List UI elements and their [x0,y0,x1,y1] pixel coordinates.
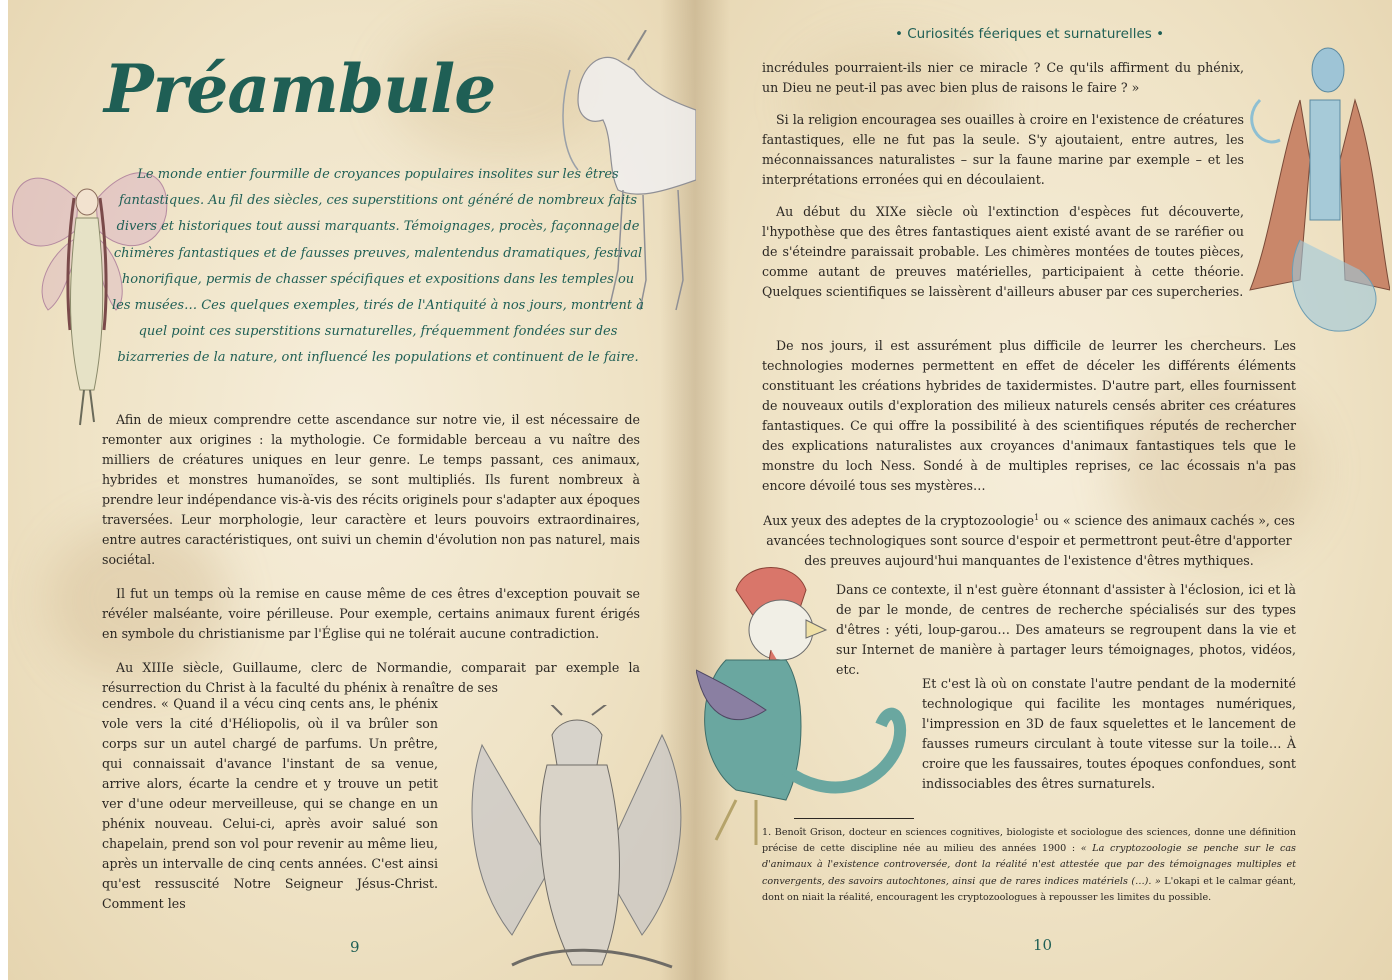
right-body-mid [762,336,1296,583]
paragraph-phoenix-end: incrédules pourraient-ils nier ce miracle ? Ce qu'ils affirment du phénix, un Dieu ne peut-il pas avec bien plus de raisons le faire ? » [762,60,1244,95]
right-body-top [762,58,1244,314]
running-head: • Curiosités féeriques et surnaturelles • [895,26,1165,42]
footnote [762,825,1296,906]
page-number-right: 10 [1033,936,1053,954]
intro-paragraph: Le monde entier fourmille de croyances populaires insolites sur les êtres fantastiques. Au fil des siècles, ces superstitions ont généré de nombreux faits divers et historiques tout aussi marquants. Témoignages, procès, façonnage de chimères fantastiques et de fausses preuves, malentendus dramatiques, festival honorifique, permis de chasser spécifiques et expositions dans les temples ou les musées… Ces quelques exemples, tirés de l'Antiquité à nos jours, montrent à quel point ces superstitions surnaturelles, fréquemment fondées sur des bizarreries de la nature, ont influencé les populations et continuent de le faire. [112,167,644,366]
page-number-left: 9 [350,938,360,956]
crypto-text-before: Aux yeux des adeptes de la cryptozoologie [763,513,1035,529]
dragon-illustration [452,705,696,980]
paragraph-cryptozoology [762,508,1296,571]
paragraph-phoenix-intro: Au XIIIe siècle, Guillaume, clerc de Normandie, comparait par exemple la résurrection du Christ à la faculté du phénix à renaître de ses [102,660,640,695]
paragraph-extinction: Au début du XIXe siècle où l'extinction d'espèces fut découverte, l'hypothèse que des êtres fantastiques aient existé avant de se raréfier ou de s'éteindre paraissait probable. Les chimères montées de toutes pièces, comme autant de preuves matérielles, participaient à cette théorie. Quelques scientifiques se laissèrent d'ailleurs abuser par ces supercheries. [762,204,1244,299]
paragraph-mythology: Afin de mieux comprendre cette ascendance sur notre vie, il est nécessaire de remonter aux origines : la mythologie. Ce formidable berceau a vu naître des milliers de créatures uniques en leur genre. Le temps passant, ces animaux, hybrides et monstres humanoïdes, se sont multipliés. Ils furent nombreux à prendre leur indépendance vis-à-vis des récits originels pour s'adapter aux époques traversées. Leur morphologie, leur caractère et leurs pouvoirs extraordinaires, entre autres caractéristiques, ont suivi un chemin d'évolution non pas naturel, mais sociétal. [102,412,640,567]
footnote-ref: 1 [1034,513,1040,522]
djinn-illustration [1240,40,1390,340]
paragraph-forgers: Et c'est là où on constate l'autre pendant de la modernité technologique qui facilite les montages numériques, l'impression en 3D de faux squelettes et le lancement de fausses rumeurs circulant à toute vitesse sur la toile… À croire que les faussaires, toutes époques confondues, sont indissociables des êtres surnaturels. [922,676,1296,791]
footnote-rule [794,818,914,819]
page-title: Préambule [104,50,496,128]
paragraph-modern: De nos jours, il est assurément plus difficile de leurrer les chercheurs. Les technologies modernes permettent en effet de déceler les différents éléments constituant les créations hybrides de taxidermistes. D'autre part, elles fournissent de nouveaux outils d'exploration des milieux naturels censés abriter ces créatures fantastiques. Ce qui offre la possibilité à des scientifiques réputés de rechercher des explications naturalistes aux croyances d'animaux fantastiques tels que le monstre du loch Ness. Sondé à de multiples reprises, ce lac écossais n'a pas encore dévoilé tous ses mystères… [762,338,1296,493]
footnote-tail: L'okapi et le calmar géant, dont on niait la réalité, encouragent les cryptozoologues à repousser les limites du possible. [762,875,1296,903]
paragraph-context: Dans ce contexte, il n'est guère étonnant d'assister à l'éclosion, ici et là de par le monde, de centres de recherche spécialisés sur des types d'êtres : yéti, loup-garou… Des amateurs se regroupent dans la vie et sur Internet de manière à partager leurs témoignages, photos, vidéos, etc. [836,582,1296,677]
margin-right [1392,0,1400,980]
paragraph-church: Il fut un temps où la remise en cause même de ces êtres d'exception pouvait se révéler malséante, voire périlleuse. Pour exemple, certains animaux furent érigés en symbole du christianisme par l'Église qui ne tolérait aucune contradiction. [102,586,640,641]
margin-left [0,0,8,980]
left-body [102,410,640,698]
crypto-text-after: ou « science des animaux cachés », ces avancées technologiques sont source d'espoir et permettront peut-être d'apporter des preuves aujourd'hui manquantes de l'existence d'êtres mythiques. [766,513,1295,569]
left-phoenix-quote: cendres. « Quand il a vécu cinq cents ans, le phénix vole vers la cité d'Héliopolis, où il va brûler son corps sur un autel chargé de parfums. Un prêtre, qui connaissait d'avance l'instant de sa venue, arrive alors, écarte la cendre et y trouve un petit ver d'une odeur merveilleuse, qui se change en un phénix nouveau. Celui-ci, après avoir salué son chapelain, prend son vol pour revenir au même lieu, après un intervalle de cinq cents années. C'est ainsi qu'est ressuscité Notre Seigneur Jésus-Christ. Comment les [102,696,438,911]
paragraph-religion: Si la religion encouragea ses ouailles à croire en l'existence de créatures fantastiques, elle ne fut pas la seule. S'y ajoutaient, entre autres, les méconnaissances naturalistes – sur la faune marine par exemple – et les interprétations erronées qui en découlaient. [762,112,1244,187]
footnote-quote: « La cryptozoologie se penche sur le cas d'animaux à l'existence controversée, dont la réalité n'est attestée que par des témoignages multiples et convergents, des savoirs autochtones, ainsi que de rares indices matériels (…). » [762,843,1296,887]
footnote-lead: 1. Benoît Grison, docteur en sciences cognitives, biologiste et sociologue des sciences, donne une définition précise de cette discipline née au milieu des années 1900 : [762,827,1296,855]
